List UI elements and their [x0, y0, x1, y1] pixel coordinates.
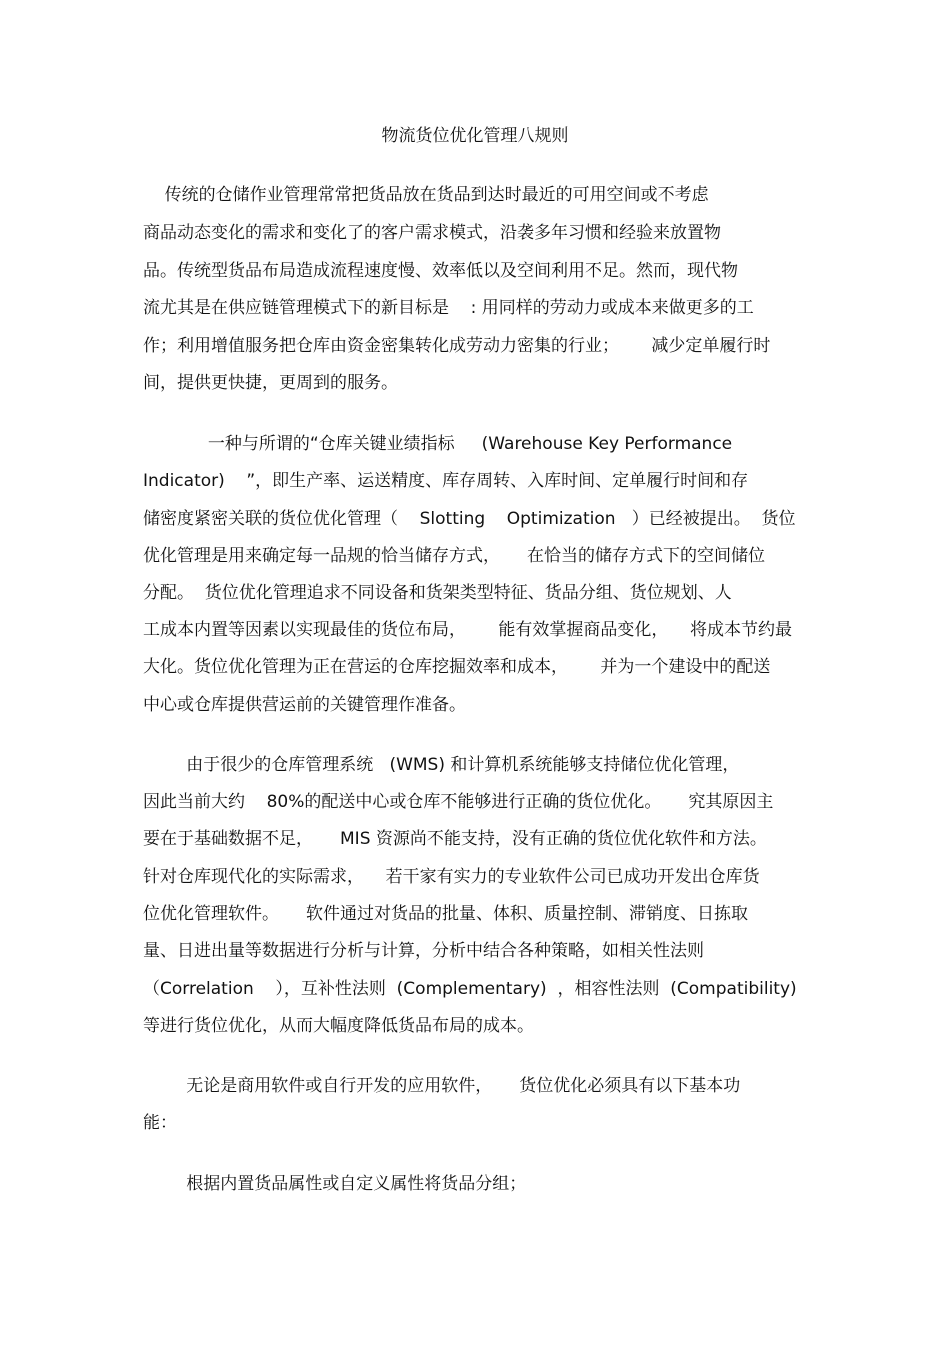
- paragraph-3-line: 针对仓库现代化的实际需求， 若干家有实力的专业软件公司已成功开发出仓库货: [143, 867, 760, 887]
- paragraph-1-line: 作；利用增值服务把仓库由资金密集转化成劳动力密集的行业； 减少定单履行时: [143, 336, 771, 356]
- paragraph-5-line: 根据内置货品属性或自定义属性将货品分组；: [143, 1174, 527, 1194]
- paragraph-2-line: 中心或仓库提供营运前的关键管理作准备。: [143, 695, 466, 715]
- paragraph-3-line: 位优化管理软件。 软件通过对货品的批量、体积、质量控制、滞销度、日拣取: [143, 904, 749, 924]
- paragraph-1-line: 商品动态变化的需求和变化了的客户需求模式，沿袭多年习惯和经验来放置物: [143, 223, 721, 243]
- paragraph-3-line: （Correlation ），互补性法则 (Complementary) ，相容性法则 (Compatibility): [143, 979, 797, 999]
- paragraph-3-line: 量、日进出量等数据进行分析与计算，分析中结合各种策略，如相关性法则: [143, 941, 704, 961]
- paragraph-1-line: 品。传统型货品布局造成流程速度慢、效率低以及空间利用不足。然而，现代物: [143, 261, 738, 281]
- paragraph-2-line: 储密度紧密关联的货位优化管理（ Slotting Optimization ）已经被提出。 货位: [143, 509, 796, 529]
- paragraph-3-line: 由于很少的仓库管理系统 (WMS) 和计算机系统能够支持储位优化管理，: [143, 755, 740, 775]
- document-title: 物流货位优化管理八规则: [381, 126, 569, 146]
- paragraph-2-line: 优化管理是用来确定每一品规的恰当储存方式， 在恰当的储存方式下的空间储位: [143, 546, 766, 566]
- paragraph-3-line: 要在于基础数据不足， MIS 资源尚不能支持，没有正确的货位优化软件和方法。: [143, 829, 767, 849]
- paragraph-2-line: Indicator) ”，即生产率、运送精度、库存周转、入库时间、定单履行时间和存: [143, 471, 749, 491]
- paragraph-2-line: 一种与所谓的“仓库关键业绩指标 (Warehouse Key Performance: [143, 434, 733, 454]
- paragraph-3-line: 等进行货位优化，从而大幅度降低货品布局的成本。: [143, 1016, 534, 1036]
- paragraph-2-line: 大化。货位优化管理为正在营运的仓库挖掘效率和成本， 并为一个建设中的配送: [143, 657, 771, 677]
- paragraph-4-line: 无论是商用软件或自行开发的应用软件， 货位优化必须具有以下基本功: [143, 1076, 741, 1096]
- paragraph-1-line: 间，提供更快捷，更周到的服务。: [143, 373, 398, 393]
- paragraph-3-line: 因此当前大约 80%的配送中心或仓库不能够进行正确的货位优化。 究其原因主: [143, 792, 774, 812]
- paragraph-1-line: 传统的仓储作业管理常常把货品放在货品到达时最近的可用空间或不考虑: [143, 185, 709, 205]
- paragraph-2-line: 工成本内置等因素以实现最佳的货位布局， 能有效掌握商品变化， 将成本节约最: [143, 620, 793, 640]
- paragraph-1-line: 流尤其是在供应链管理模式下的新目标是 : 用同样的劳动力或成本来做更多的工: [143, 298, 754, 318]
- paragraph-2-line: 分配。 货位优化管理追求不同设备和货架类型特征、货品分组、货位规划、人: [143, 583, 732, 603]
- paragraph-4-line: 能：: [143, 1113, 177, 1133]
